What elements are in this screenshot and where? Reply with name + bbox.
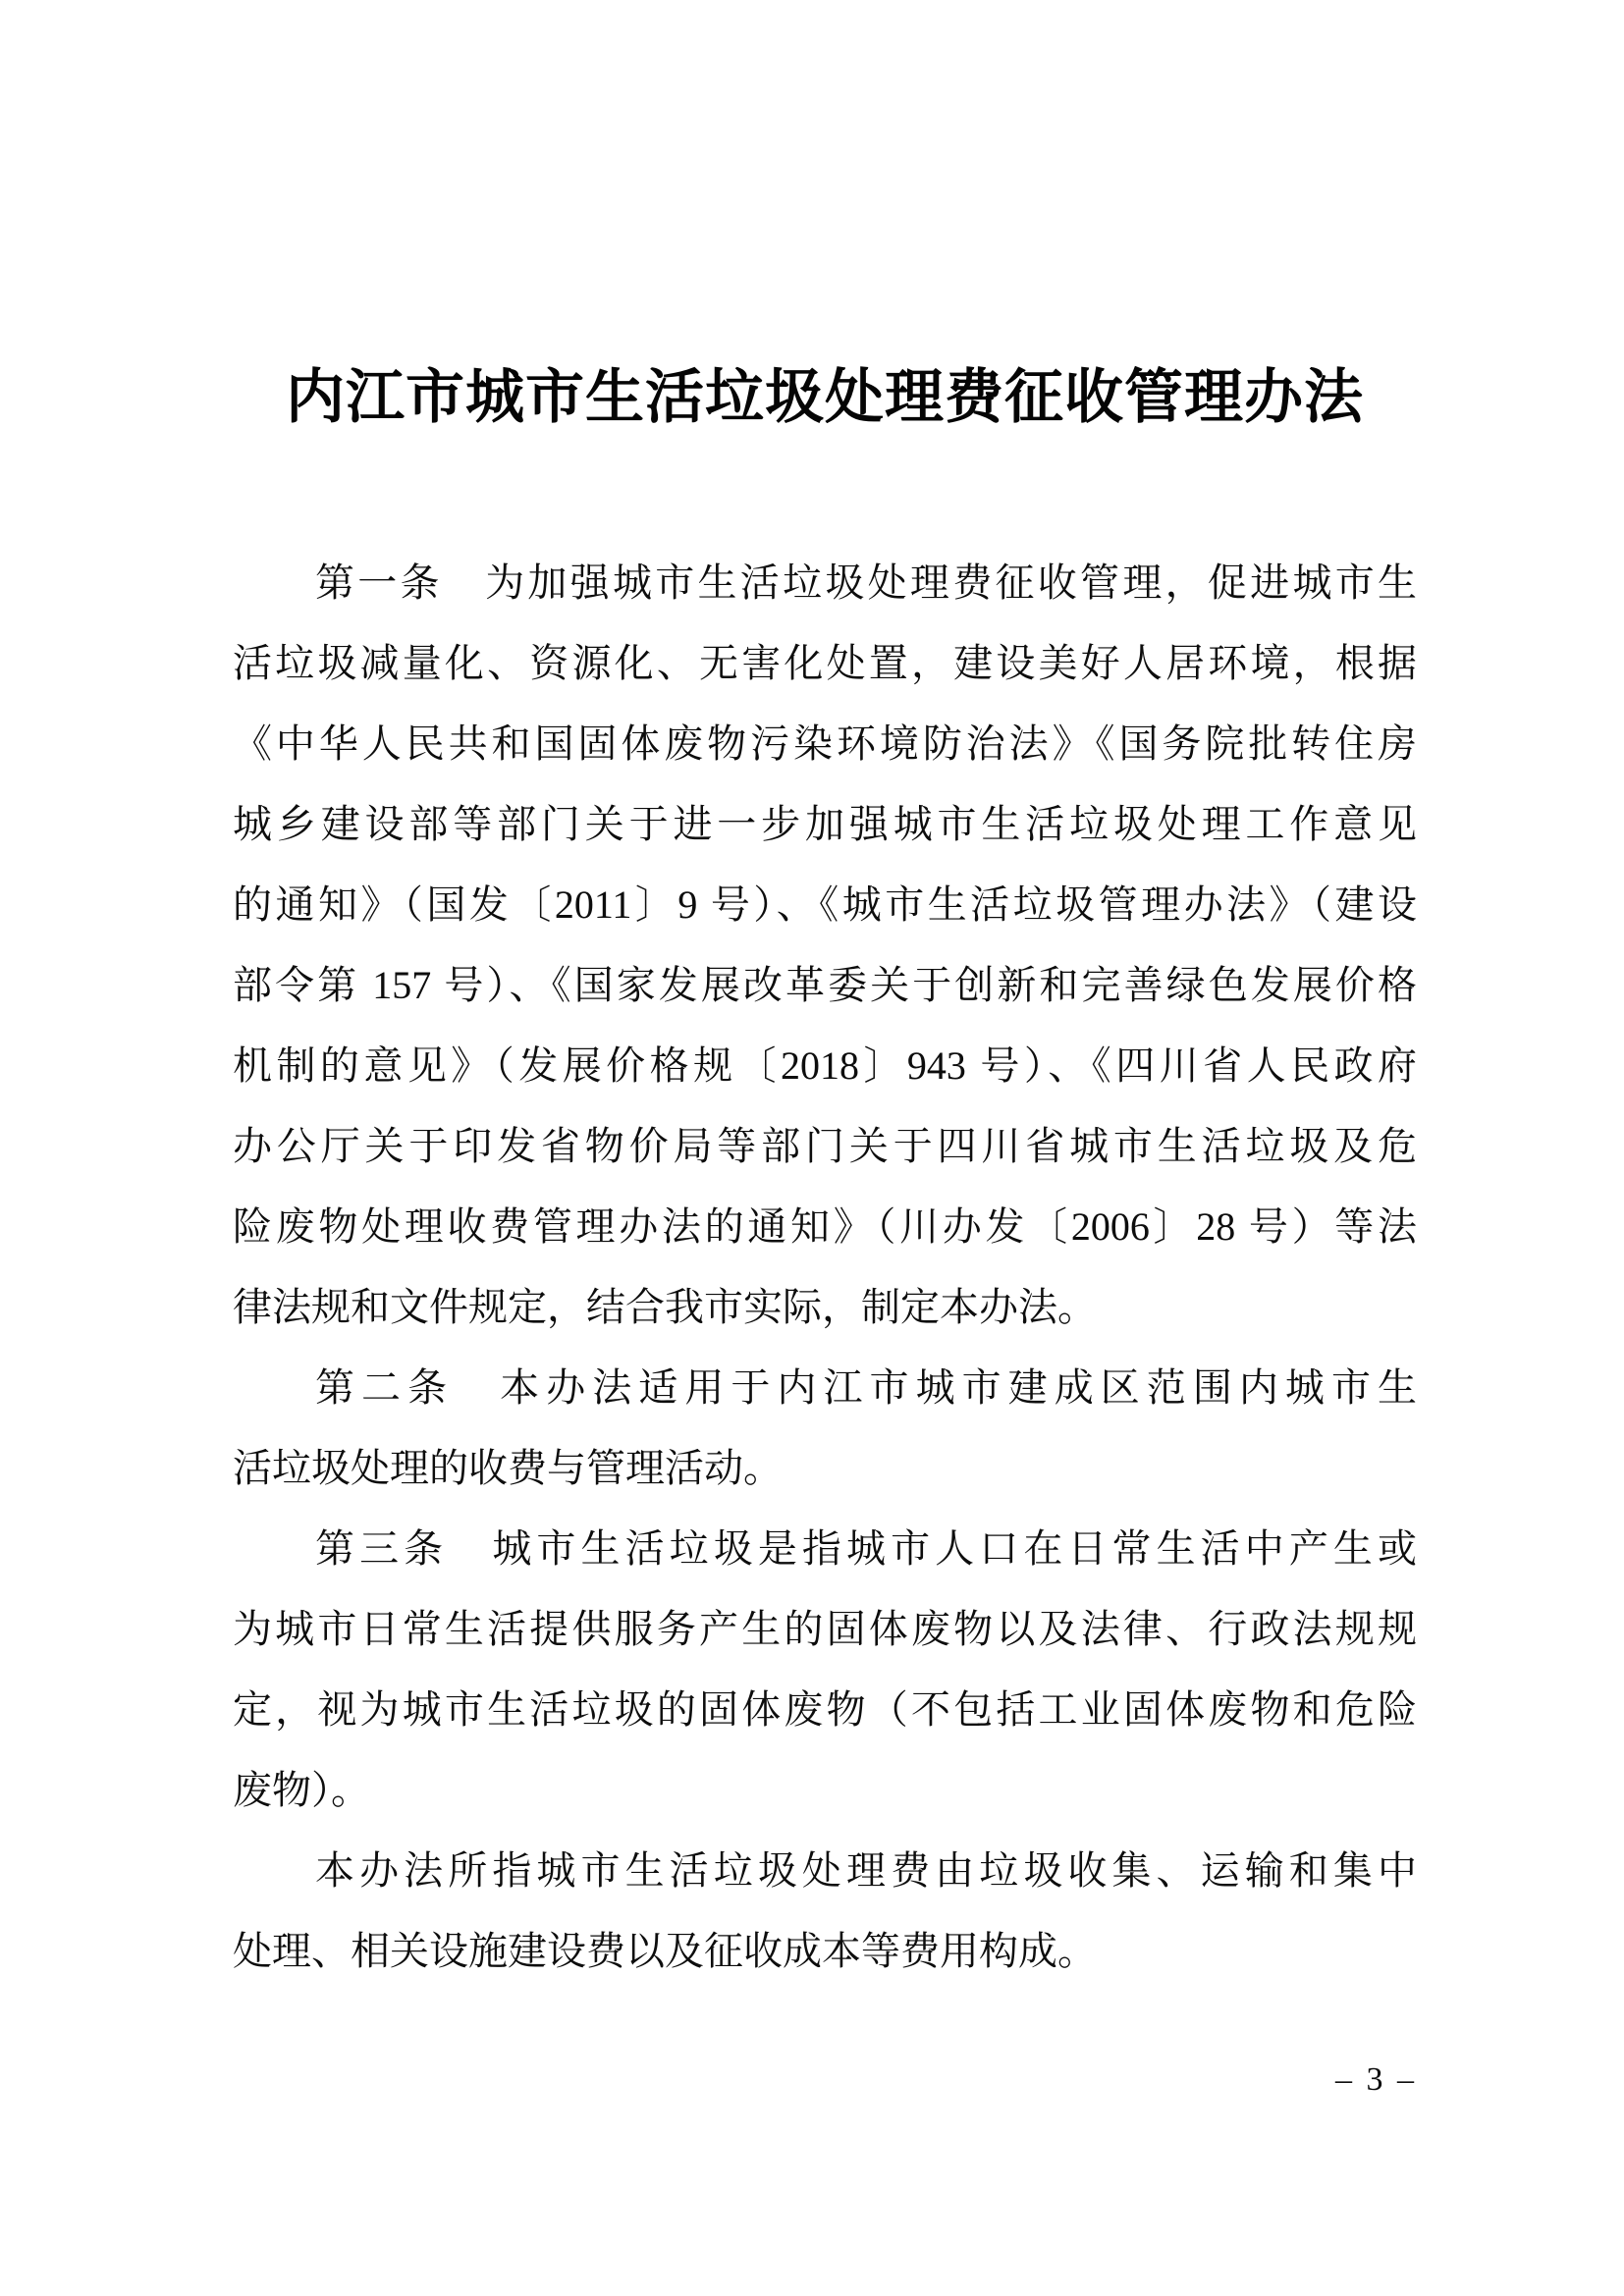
body-line: 定，视为城市生活垃圾的固体废物（不包括工业固体废物和危险 — [233, 1687, 1417, 1732]
document-body — [233, 543, 1417, 1992]
page-number: – 3 – — [1335, 2061, 1417, 2098]
body-line: 处理、相关设施建设费以及征收成本等费用构成。 — [233, 1929, 1097, 1973]
body-line: 第三条 城市生活垃圾是指城市人口在日常生活中产生或 — [315, 1526, 1417, 1571]
document-title: 内江市城市生活垃圾处理费征收管理办法 — [286, 364, 1364, 430]
body-line: 《中华人民共和国固体废物污染环境防治法》《国务院批转住房 — [233, 721, 1417, 766]
body-line: 城乡建设部等部门关于进一步加强城市生活垃圾处理工作意见 — [233, 802, 1417, 846]
body-line: 险废物处理收费管理办法的通知》（川办发〔2006〕28 号）等法 — [233, 1204, 1417, 1249]
body-line: 活垃圾减量化、资源化、无害化处置，建设美好人居环境，根据 — [233, 641, 1417, 685]
body-line: 机制的意见》（发展价格规〔2018〕943 号）、《四川省人民政府 — [233, 1043, 1417, 1088]
body-line: 律法规和文件规定，结合我市实际，制定本办法。 — [233, 1285, 1097, 1329]
body-line: 的通知》（国发〔2011〕9 号）、《城市生活垃圾管理办法》（建设 — [233, 882, 1417, 927]
body-line: 第二条 本办法适用于内江市城市建成区范围内城市生 — [315, 1365, 1417, 1410]
body-line: 办公厅关于印发省物价局等部门关于四川省城市生活垃圾及危 — [233, 1124, 1417, 1168]
body-line: 为城市日常生活提供服务产生的固体废物以及法律、行政法规规 — [233, 1607, 1417, 1651]
body-line: 第一条 为加强城市生活垃圾处理费征收管理，促进城市生 — [315, 561, 1417, 605]
body-line: 本办法所指城市生活垃圾处理费由垃圾收集、运输和集中 — [315, 1848, 1417, 1893]
body-line: 活垃圾处理的收费与管理活动。 — [233, 1446, 783, 1490]
body-line: 废物）。 — [233, 1768, 370, 1812]
body-line: 部令第 157 号）、《国家发展改革委关于创新和完善绿色发展价格 — [233, 963, 1417, 1007]
